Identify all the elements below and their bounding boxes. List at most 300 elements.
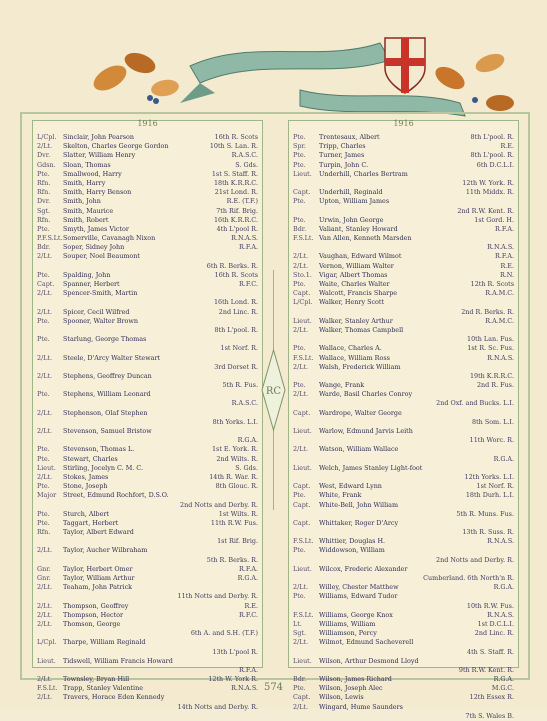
entry-rank: Rfn. [37,215,51,224]
entry-rank: Pte. [293,546,306,555]
entry-rank: 2/Lt. [37,427,53,435]
entry-rank: Gdsn. [37,160,56,169]
entries-right [293,133,514,720]
entry-unit: 5th R. Berks. R. [206,555,258,564]
list-item [293,207,514,216]
entry-name: Warde, Basil Charles Conroy [319,390,413,399]
column-left [32,119,263,711]
entry-unit: 6th D.C.L.I. [476,160,514,169]
list-item [293,418,514,427]
entry-unit: 5th R. Muns. Fus. [456,509,514,518]
list-item [37,427,258,436]
entry-name: Willey, Chester Matthew [319,583,399,592]
entry-rank: Pte. [293,197,306,206]
list-item [293,289,514,298]
list-item [293,188,514,197]
entry-unit: 7th S. Wales B. [465,711,514,720]
list-item [37,344,258,353]
entry-rank: Pte. [293,491,306,500]
entry-unit: 12th Essex R. [469,693,514,702]
entry-unit: 7th Rif. Brig. [216,206,258,215]
entry-rank: Bdr. [293,675,307,684]
entry-name: Watson, William Wallace [319,445,399,454]
entry-rank: 2/Lt. [37,307,53,316]
entry-unit: 10th Lan. Fus. [467,335,514,344]
entry-rank: Lieut. [293,316,312,325]
entry-name: Stephens, William Leonard [63,390,151,399]
entry-unit: R.G.A. [493,675,514,684]
list-item [37,638,258,647]
entry-name: Taggart, Herbert [63,518,119,527]
entry-rank: Capt. [293,518,311,527]
entry-unit: 1st Norf. R. [476,482,514,491]
entry-rank: L/Cpl. [293,298,313,307]
entry-name: Upton, William James [319,197,390,206]
entry-rank: 2/Lt. [37,583,53,592]
entry-name: Starlung, George Thomas [63,335,147,344]
entry-rank: Lieut. [293,463,312,472]
entry-unit: 5th R. Fus. [222,381,258,390]
list-item [37,390,258,399]
entry-unit: 1st R. Sc. Fus. [467,344,514,353]
entry-rank: F.S.Lt. [293,353,314,362]
entry-unit: 8th Som. L.I. [472,417,514,426]
list-item [37,289,258,298]
entry-name: Souper, Noel Beaumont [63,252,140,261]
entry-unit: 19th K.R.R.C. [469,371,514,380]
column-year-left: 1916 [137,119,158,128]
entry-rank: 2/Lt. [293,390,309,399]
entry-unit: 1st E. York. R. [211,445,258,454]
entry-rank: 2/Lt. [293,252,309,261]
entry-name: Spicer, Cecil Wilfred [63,307,130,316]
entry-unit: R.E. [500,142,514,151]
list-item [37,170,258,179]
entry-unit: R.N.A.S. [231,234,258,243]
svg-text:RC: RC [265,386,282,397]
entry-unit: 8th Glouc. R. [215,482,258,491]
entry-rank: 2/Lt. [37,252,53,261]
entry-rank: F.S.Lt. [293,537,314,546]
entry-unit: R.N.A.S. [231,684,258,693]
entry-unit: 1st Norf. R. [220,344,258,353]
entry-unit: R.E. (T.F.) [226,197,258,206]
entry-name: Trapp, Stanley Valentine [63,684,144,693]
list-item [37,455,258,464]
entry-name: White-Bell, John William [319,500,399,509]
entry-rank: Pte. [293,344,306,353]
list-item [293,556,514,565]
entry-rank: Pte. [37,335,50,344]
entry-rank: Lieut. [293,656,312,665]
list-item [293,464,514,473]
list-item [293,197,514,206]
entry-unit: 6th A. and S.H. (T.F.) [190,629,258,638]
list-item [37,546,258,555]
entry-name: Sinclair, John Pearson [63,133,135,141]
list-item [37,317,258,326]
entry-unit: R.F.A. [239,243,258,252]
list-item [37,491,258,500]
entry-unit: 18th K.R.R.C. [213,178,258,187]
list-item [293,445,514,454]
entry-unit: 10th S. Lan. R. [209,142,258,151]
entry-name: Tharpe, William Reginald [63,638,146,647]
entry-name: Wallace, William Ross [319,353,390,362]
list-item [37,418,258,427]
entry-rank: Rfn. [37,528,51,537]
list-item [37,528,258,537]
list-item [293,399,514,408]
entry-name: Welch, James Stanley Light-foot [319,463,423,472]
entry-unit: 4th S. Staff. R. [467,647,514,656]
entry-name: Thomson, George [63,619,121,628]
leaf-cluster-left [89,49,180,104]
list-item [293,482,514,491]
list-item [293,409,514,418]
entry-name: Stone, Joseph [63,482,108,491]
entry-name: Walker, Henry Scott [319,298,385,307]
entry-name: Wilson, Lewis [319,693,364,702]
list-item [37,666,258,675]
list-item [293,546,514,555]
entry-unit: 2nd Wilts. R. [216,454,258,463]
list-item [293,602,514,611]
list-item [293,225,514,234]
entry-name: Wilson, James Richard [319,675,392,684]
entry-rank: Spr. [293,142,306,151]
entry-rank: Capt. [293,188,311,197]
entry-unit: 11th Worc. R. [469,436,514,445]
entry-name: Turpin, John C. [319,160,369,169]
entry-rank: Pte. [293,215,306,224]
entry-rank: Bdr. [293,224,307,233]
entry-rank: Pte. [293,133,306,141]
entry-unit: 2nd Linc. R. [218,307,258,316]
entry-rank: Pte. [37,270,50,279]
entry-rank: Capt. [293,482,311,491]
entry-unit: 2nd Notts and Derby. R. [180,500,258,509]
list-item [293,280,514,289]
entry-rank: Lieut. [37,656,56,665]
entry-rank: Sto.1. [293,270,312,279]
list-item [37,161,258,170]
entry-name: Valiant, Stanley Howard [319,224,398,233]
list-item [37,142,258,151]
entry-rank: 2/Lt. [37,472,53,481]
entry-rank: 2/Lt. [293,583,309,592]
entry-unit: 1st Rif. Brig. [217,537,258,546]
entry-name: Underhill, Charles Bertram [319,169,408,178]
entry-rank: Sgt. [293,629,307,638]
entry-rank: 2/Lt. [293,261,309,270]
list-item [37,519,258,528]
column-right [288,119,519,720]
entry-name: Wilmot, Edmund Sacheverell [319,638,414,647]
entry-unit: R.A.M.C. [485,316,514,325]
list-item [37,354,258,363]
entry-unit: 2nd R. Fus. [476,381,514,390]
list-item [37,657,258,666]
entry-name: Williams, Edward Tudor [319,592,398,601]
entry-unit: 11th Middx. R. [465,188,514,197]
entry-name: Teaham, John Patrick [63,583,133,592]
column-year-right: 1916 [393,119,414,128]
entry-unit: 16th R. Scots [214,133,258,141]
list-item [293,427,514,436]
list-item [37,225,258,234]
entry-rank: 2/Lt. [293,702,309,711]
entry-unit: Cumberland. 6th North'n R. [423,574,514,582]
list-item [37,335,258,344]
entry-rank: Pte. [37,445,50,454]
entry-unit: 16th Lond. R. [213,298,258,307]
list-item [293,436,514,445]
list-item [37,482,258,491]
list-item [293,501,514,510]
list-item [293,354,514,363]
entry-unit: 13th L'pool R. [212,647,258,656]
entry-rank: Pte. [37,509,50,518]
entry-rank: Rfn. [37,188,51,197]
list-item [293,491,514,500]
list-item [293,326,514,335]
entry-unit: R.F.C. [238,610,258,619]
list-item [37,510,258,519]
entry-rank: Lt. [293,619,302,628]
entry-unit: 11th Notts and Derby. R. [177,592,258,601]
entry-name: West, Edward Lynn [319,482,382,491]
entry-unit: 12th W. York. R. [462,178,514,187]
entry-name: Smith, Harry [63,178,106,187]
entry-rank: Pte. [293,151,306,160]
list-item [37,556,258,565]
list-item [293,390,514,399]
entry-unit: 4th L'pool R. [216,224,258,233]
entry-rank: Lieut. [293,427,312,435]
entry-rank: 2/Lt. [37,610,53,619]
list-item [293,473,514,482]
monogram-ornament [259,270,288,510]
entry-rank: 2/Lt. [37,619,53,628]
list-item [37,197,258,206]
entry-name: Taylor, William Arthur [63,574,135,582]
list-item [37,436,258,445]
entry-unit: R.N.A.S. [487,243,514,252]
entry-rank: Dvr. [37,151,51,160]
entry-name: Wilcox, Frederic Alexander [319,564,408,573]
list-item [37,583,258,592]
entry-rank: Capt. [293,289,311,298]
entry-unit: 1st Wilts. R. [218,509,258,518]
entry-unit: 2nd R.W. Kent. R. [457,206,514,215]
entry-unit: R.A.S.C. [231,151,258,160]
entry-name: Smith, Maurice [63,206,114,215]
list-item [37,445,258,454]
entry-name: Stewart, Charles [63,454,118,463]
entry-unit: 10th R.W. Fus. [466,601,514,610]
entry-unit: 13th R. Suss. R. [462,528,514,537]
entry-unit: R.E. [244,601,258,610]
entry-rank: 2/Lt. [37,408,53,417]
entry-name: Skelton, Charles George Gordon [63,142,169,151]
entry-unit: 16th R. Scots [214,270,258,279]
list-item [37,620,258,629]
entry-rank: 2/Lt. [293,362,309,371]
list-item [293,142,514,151]
entry-rank: Pte. [293,280,306,288]
entry-unit: R.A.S.C. [231,399,258,408]
entry-rank: L/Cpl. [37,133,57,141]
entry-unit: R.N. [499,270,514,279]
entry-name: Van Allen, Kenneth Marsden [319,234,412,243]
entry-unit: S. Gds. [235,160,258,169]
entry-unit: 14th Notts and Derby. R. [177,702,258,711]
list-item [293,510,514,519]
entry-name: Stevenson, Thomas L. [63,445,135,454]
entry-unit: 12th Yorks. L.I. [464,472,514,481]
entry-unit: 1st Gord. H. [474,215,514,224]
list-item [37,703,258,712]
entry-unit: 3rd Dorset R. [214,362,258,371]
entry-name: Vernon, William Walter [319,261,394,270]
list-item [37,271,258,280]
entry-name: Walcott, Francis Sharpe [319,289,398,298]
entry-name: Wilson, Joseph Alec [319,684,383,693]
entry-name: Widdowson, William [319,546,385,555]
entry-name: Wilson, Arthur Desmond Lloyd [319,656,419,665]
list-item [37,326,258,335]
list-item [293,243,514,252]
list-item [293,317,514,326]
entry-name: Townsley, Bryan Hill [63,675,130,684]
entry-rank: F.S.Lt. [293,234,314,243]
entry-rank: 2/Lt. [37,142,53,151]
entry-rank: Gnr. [37,564,51,573]
entry-name: Whittier, Douglas H. [319,537,386,546]
entry-name: Wingard, Hume Saunders [319,702,403,711]
entry-rank: Capt. [37,280,55,288]
list-item [293,262,514,271]
list-item [37,629,258,638]
list-item [293,455,514,464]
entry-name: Wange, Frank [319,381,365,390]
entry-rank: P.F.S.Lt. [37,234,63,243]
entry-rank: Pte. [37,482,50,491]
entry-unit: S. Gds. [235,463,258,472]
entry-name: Taylor, Herbert Omer [63,564,133,573]
list-item [293,574,514,583]
entry-name: Warlow, Edmund Jarvis Leith [319,427,413,435]
entry-name: Tidswell, William Francis Howard [63,656,173,665]
list-item [293,308,514,317]
list-item [37,611,258,620]
entry-rank: Bdr. [37,243,51,252]
entry-name: Thompson, Hector [63,610,124,619]
entry-name: Whittaker, Roger D'Arcy [319,518,399,527]
entry-rank: Pte. [37,316,50,325]
entry-rank: 2/Lt. [37,353,53,362]
list-item [37,574,258,583]
entry-rank: 2/Lt. [37,546,53,555]
entry-unit: R.N.A.S. [487,353,514,362]
list-item [293,528,514,537]
list-item [293,216,514,225]
list-item [37,308,258,317]
entry-name: Spanner, Herbert [63,280,120,288]
list-item [37,179,258,188]
entry-rank: Lieut. [293,564,312,573]
list-item [37,216,258,225]
entry-name: Trentesaux, Albert [319,133,380,141]
list-item [37,188,258,197]
list-item [37,234,258,243]
entry-name: Williamson, Percy [319,629,377,638]
entry-rank: Lieut. [37,463,56,472]
entry-rank: Pte. [37,454,50,463]
entry-rank: Gnr. [37,574,51,582]
entry-name: Thompson, Geoffrey [63,601,129,610]
entry-name: Smyth, James Victor [63,224,129,233]
entry-rank: F.S.Lt. [293,610,314,619]
list-item [37,648,258,657]
entry-name: Underhill, Reginald [319,188,383,197]
entry-unit: R.G.A. [493,454,514,463]
list-item [37,592,258,601]
entry-name: Smith, Harry Benson [63,188,132,197]
entry-name: Sloan, Thomas [63,160,111,169]
list-item [37,693,258,702]
entry-rank: Pte. [37,169,50,178]
list-item [293,234,514,243]
entry-rank: Pte. [293,684,306,693]
list-item [293,335,514,344]
list-item [293,170,514,179]
entry-rank: Rfn. [37,178,51,187]
entry-rank: 2/Lt. [37,601,53,610]
list-item [293,372,514,381]
entry-unit: 8th Yorks. L.I. [212,417,258,426]
list-item [37,298,258,307]
entry-rank: Pte. [293,160,306,169]
list-item [293,703,514,712]
entry-name: Soper, Sidney John [63,243,125,252]
entry-unit: R.F.A. [495,224,514,233]
entry-name: Stephenson, Olaf Stephen [63,408,148,417]
entry-rank: 2/Lt. [293,445,309,454]
entry-name: Steele, D'Arcy Walter Stewart [63,353,161,362]
entry-rank: 2/Lt. [293,325,309,334]
list-item [293,592,514,601]
entry-rank: Dvr. [37,197,51,206]
entry-name: Street, Edmund Rochfort, D.S.O. [63,491,169,500]
entry-unit: 12th R. Scots [470,280,514,288]
entry-name: Travers, Horace Eden Kennedy [63,693,165,702]
list-item [37,399,258,408]
entry-unit: 8th L'pool. R. [214,325,258,334]
entry-name: Smith, John [63,197,101,206]
entry-name: Stirling, Jocelyn C. M. C. [63,463,143,472]
list-item [37,464,258,473]
list-item [37,565,258,574]
entry-unit: 12th W. York R. [208,675,258,684]
list-item [37,473,258,482]
entry-rank: Pte. [37,518,50,527]
list-item [293,648,514,657]
entry-unit: R.F.A. [495,252,514,261]
list-item [293,620,514,629]
entry-rank: 2/Lt. [37,371,53,380]
